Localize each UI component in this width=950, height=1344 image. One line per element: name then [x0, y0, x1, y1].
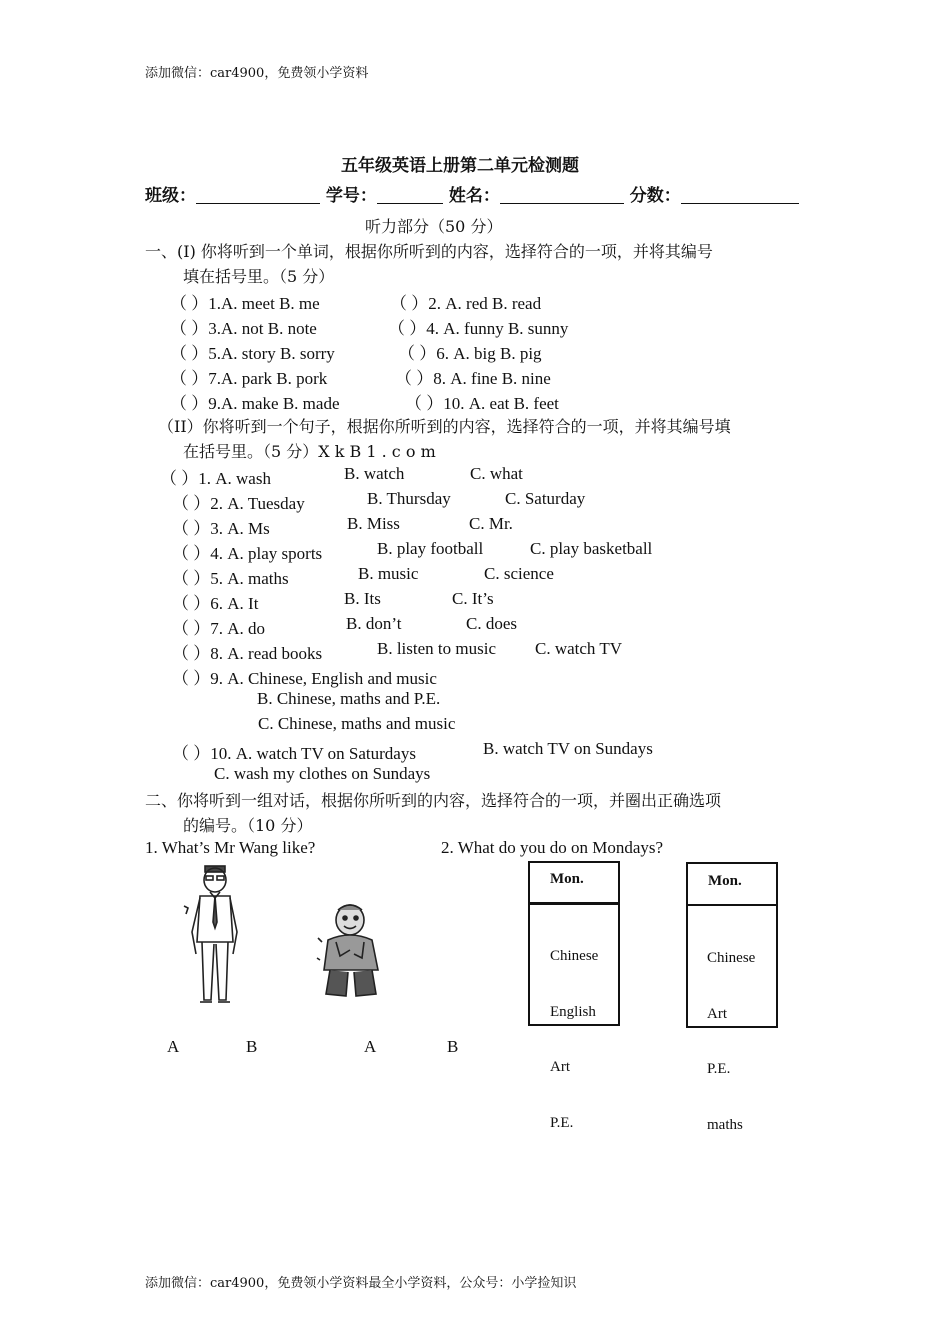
class-label: 班级： — [145, 186, 196, 206]
name-blank[interactable] — [500, 187, 624, 204]
s2-q2-a[interactable]: （ ）2. A. Tuesday — [172, 494, 305, 513]
s1-q7[interactable]: （ ）7.A. park B. pork — [170, 369, 328, 388]
s2-q1-c[interactable]: C. what — [470, 464, 523, 483]
s2-q9-c[interactable]: C. Chinese, maths and music — [258, 714, 456, 733]
section2-intro-line2: 在括号里。（5 分）X k B 1 . c o m — [183, 442, 436, 461]
subject: P.E. — [550, 1114, 574, 1131]
section1-intro-line2: 填在括号里。（5 分） — [183, 267, 335, 286]
page-title: 五年级英语上册第二单元检测题 — [341, 156, 579, 176]
s2-q8-b[interactable]: B. listen to music — [377, 639, 496, 658]
option-label-b2[interactable]: B — [447, 1037, 459, 1056]
timetable-b-head-label: Mon. — [708, 873, 742, 889]
subject: maths — [707, 1116, 743, 1133]
s1-q2[interactable]: （ ）2. A. red B. read — [390, 294, 542, 313]
name-label: 姓名： — [448, 186, 500, 206]
section1-intro-line1: 一、(I) 你将听到一个单词，根据你所听到的内容，选择符合的一项，并将其编号 — [145, 242, 713, 261]
listening-heading: 听力部分（50 分） — [365, 217, 503, 236]
option-label-a2[interactable]: A — [364, 1037, 377, 1056]
s3-q2: 2. What do you do on Mondays? — [441, 838, 664, 857]
timetable-a-head-label: Mon. — [550, 871, 584, 887]
s2-q2-b[interactable]: B. Thursday — [367, 489, 451, 508]
page-header: 添加微信：car4900，免费领小学资料 — [145, 66, 369, 81]
s2-q4-a[interactable]: （ ）4. A. play sports — [172, 544, 323, 563]
section2-intro-line1: （II）你将听到一个句子，根据你所听到的内容，选择符合的一项，并将其编号填 — [158, 417, 731, 436]
s2-q4-b[interactable]: B. play football — [377, 539, 484, 558]
s2-q3-c[interactable]: C. Mr. — [469, 514, 513, 533]
timetable-b-subjects — [707, 912, 755, 1153]
score-label: 分数： — [629, 186, 681, 206]
s1-q4[interactable]: （ ）4. A. funny B. sunny — [388, 319, 569, 338]
s2-q10-a[interactable]: （ ）10. A. watch TV on Saturdays — [172, 744, 416, 763]
timetable-a-head — [528, 861, 620, 905]
section3-intro-line1: 二、你将听到一组对话，根据你所听到的内容，选择符合的一项，并圈出正确选项 — [145, 791, 722, 810]
score-blank[interactable] — [681, 187, 799, 204]
subject: English — [550, 1003, 596, 1020]
s3-q1: 1. What’s Mr Wang like? — [145, 838, 316, 857]
s2-q10-b[interactable]: B. watch TV on Sundays — [483, 739, 653, 758]
subject: Art — [550, 1059, 570, 1075]
s2-q1-a[interactable]: （ ）1. A. wash — [160, 469, 271, 488]
s2-q5-c[interactable]: C. science — [484, 564, 554, 583]
s2-q3-b[interactable]: B. Miss — [347, 514, 400, 533]
subject: P.E. — [707, 1061, 731, 1077]
section3-intro-line2: 的编号。（10 分） — [183, 816, 313, 835]
s2-q5-b[interactable]: B. music — [358, 564, 419, 583]
s2-q7-c[interactable]: C. does — [466, 614, 517, 633]
number-label: 学号： — [325, 186, 377, 206]
s2-q3-a[interactable]: （ ）3. A. Ms — [172, 519, 270, 538]
timetable-a-subjects — [550, 910, 598, 1151]
s1-q8[interactable]: （ ）8. A. fine B. nine — [395, 369, 551, 388]
timetable-b-head — [686, 862, 778, 906]
subject: Art — [707, 1005, 727, 1022]
info-line — [145, 181, 799, 206]
option-label-b1[interactable]: B — [246, 1037, 258, 1056]
s2-q6-b[interactable]: B. Its — [344, 589, 381, 608]
subject: Chinese — [707, 950, 756, 966]
s2-q4-c[interactable]: C. play basketball — [530, 539, 653, 558]
s1-q6[interactable]: （ ）6. A. big B. pig — [398, 344, 542, 363]
subject: Chinese — [550, 948, 599, 964]
option-label-a1[interactable]: A — [167, 1037, 180, 1056]
s2-q2-c[interactable]: C. Saturday — [505, 489, 586, 508]
s2-q1-b[interactable]: B. watch — [344, 464, 405, 483]
s2-q9-a[interactable]: （ ）9. A. Chinese, English and music — [172, 669, 437, 688]
s2-q7-b[interactable]: B. don’t — [346, 614, 402, 633]
s1-q1[interactable]: （ ）1.A. meet B. me — [170, 294, 320, 313]
s2-q6-c[interactable]: C. It’s — [452, 589, 494, 608]
s1-q3[interactable]: （ ）3.A. not B. note — [170, 319, 317, 338]
s2-q8-c[interactable]: C. watch TV — [535, 639, 623, 658]
s2-q6-a[interactable]: （ ）6. A. It — [172, 594, 259, 613]
s1-q9[interactable]: （ ）9.A. make B. made — [170, 394, 340, 413]
page-footer: 添加微信：car4900，免费领小学资料最全小学资料，公众号：小学捡知识 — [145, 1276, 577, 1291]
number-blank[interactable] — [377, 187, 443, 204]
s1-q10[interactable]: （ ）10. A. eat B. feet — [405, 394, 559, 413]
s2-q8-a[interactable]: （ ）8. A. read books — [172, 644, 323, 663]
s2-q7-a[interactable]: （ ）7. A. do — [172, 619, 266, 638]
tall-man-picture[interactable] — [180, 862, 250, 1008]
s1-q5[interactable]: （ ）5.A. story B. sorry — [170, 344, 335, 363]
s2-q5-a[interactable]: （ ）5. A. maths — [172, 569, 289, 588]
s2-q9-b[interactable]: B. Chinese, maths and P.E. — [257, 689, 441, 708]
short-man-picture[interactable] — [312, 898, 390, 1002]
class-blank[interactable] — [196, 187, 320, 204]
s2-q10-c[interactable]: C. wash my clothes on Sundays — [214, 764, 431, 783]
